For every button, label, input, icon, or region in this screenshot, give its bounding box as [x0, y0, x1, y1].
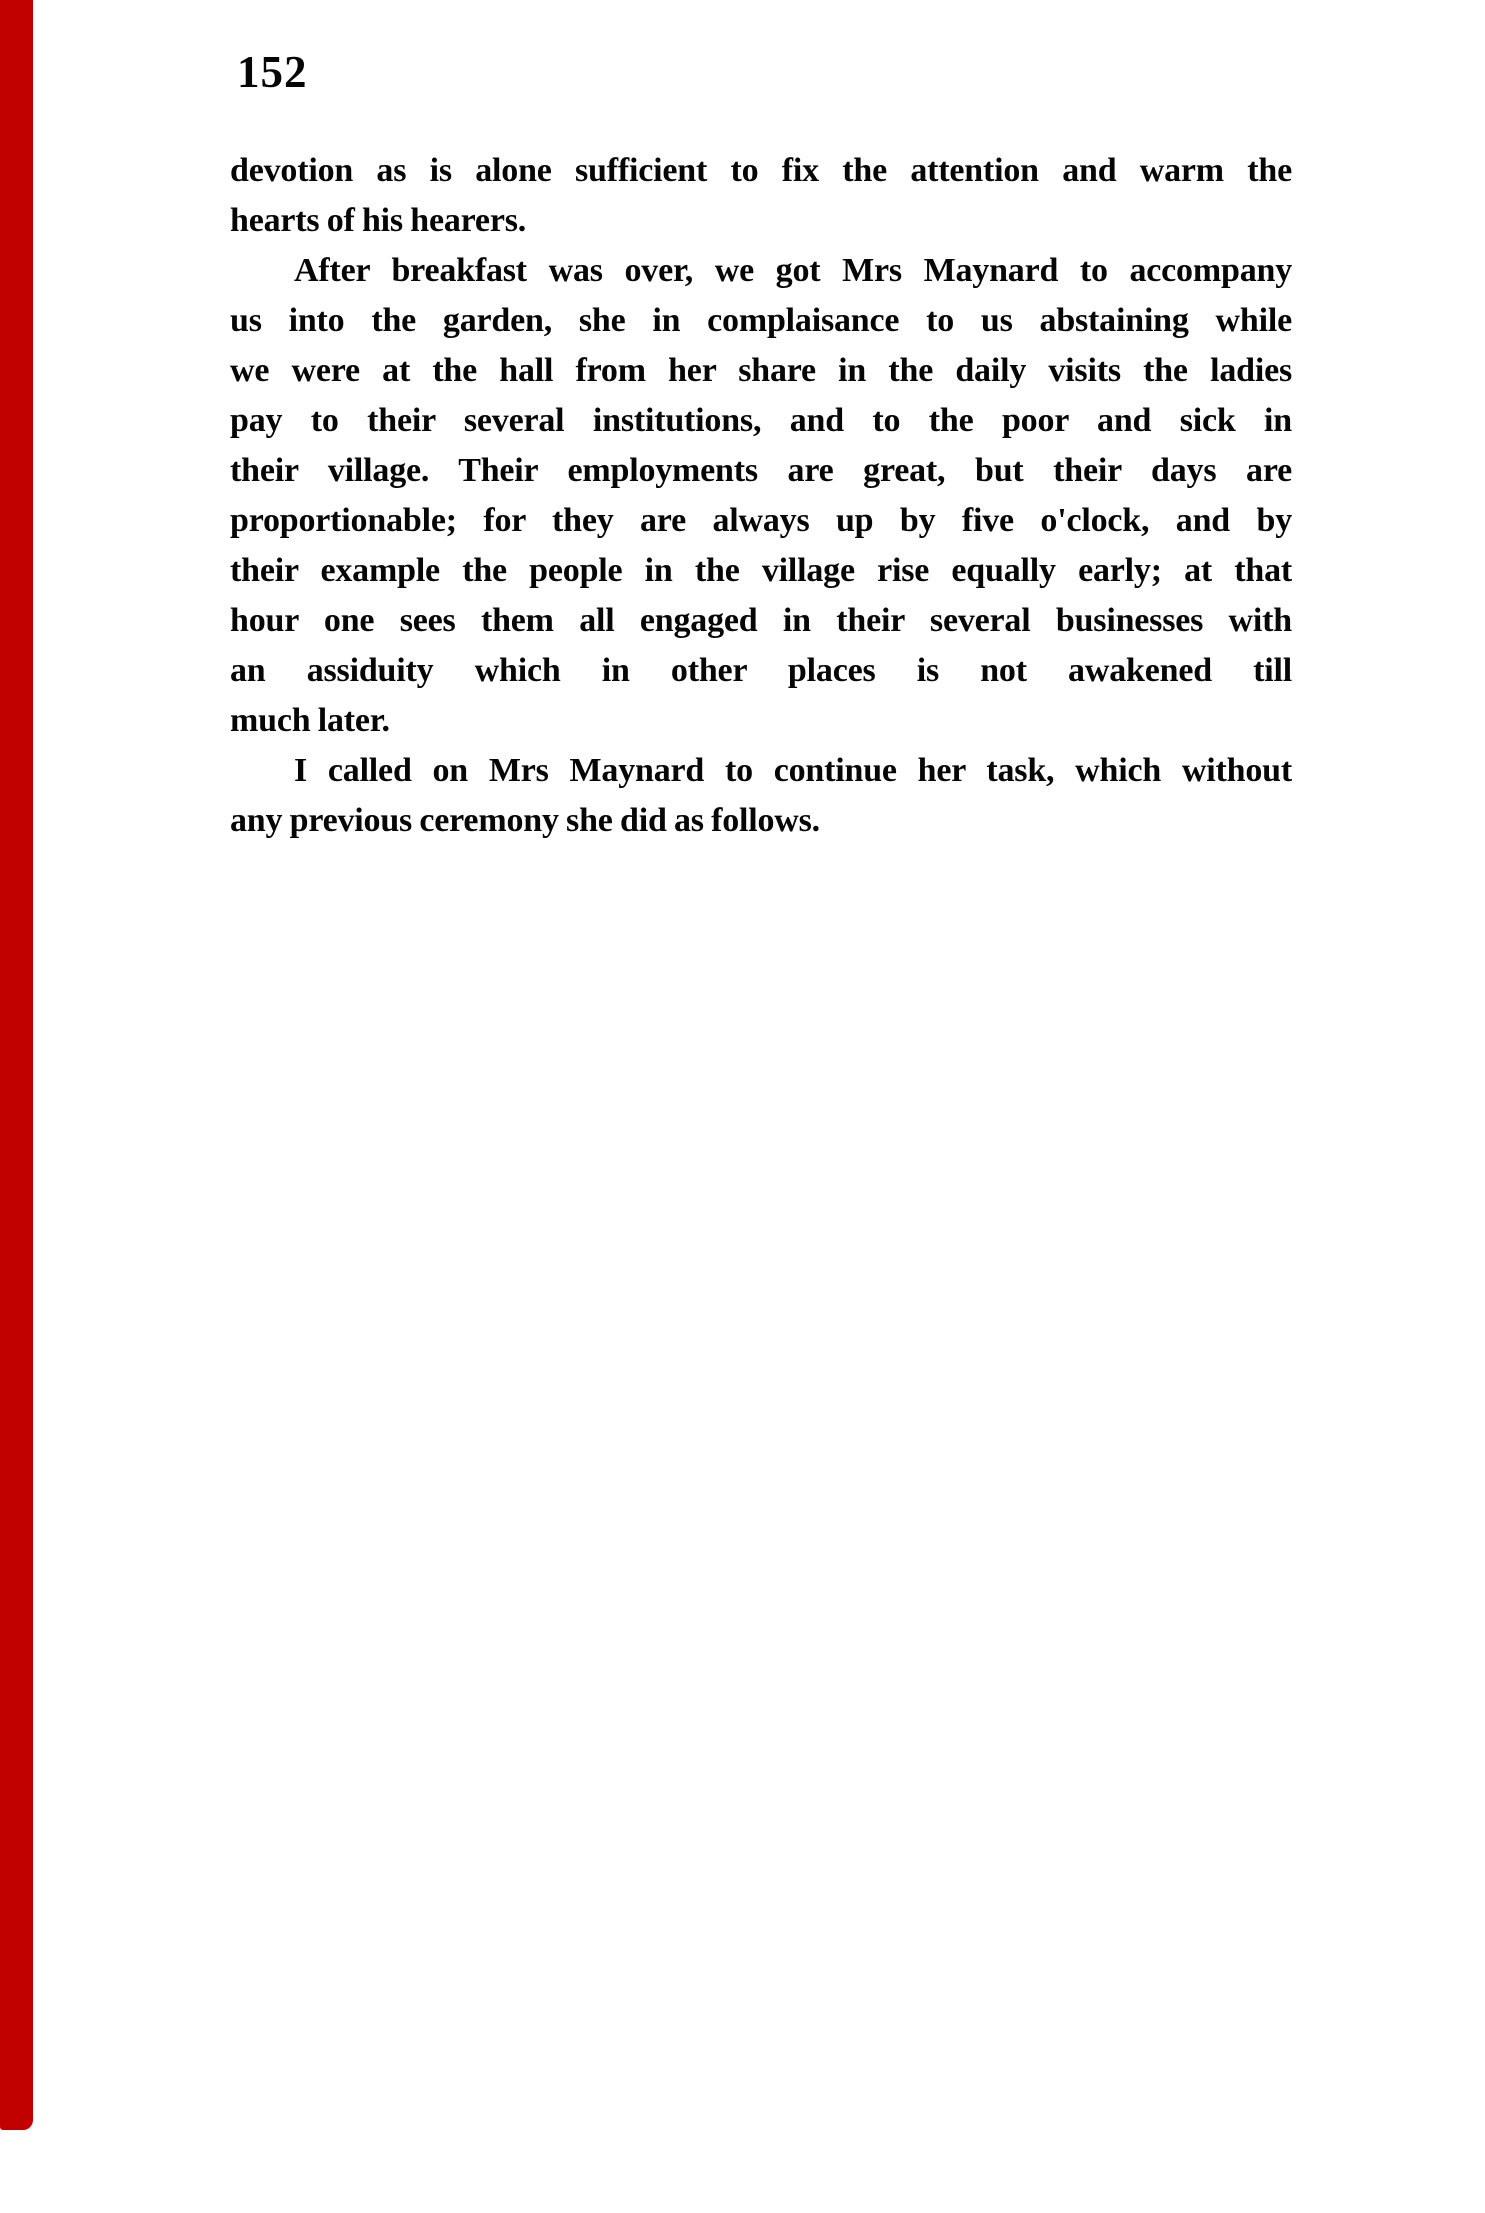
- text-line: their village. Their employments are great, but their days are: [230, 452, 1292, 489]
- text-line: hearts of his hearers.: [230, 202, 527, 239]
- paragraph: [230, 246, 1292, 746]
- paragraph: [230, 746, 1292, 846]
- text-line: I called on Mrs Maynard to continue her task, which without: [294, 752, 1292, 789]
- text-line: an assiduity which in other places is not awakened till: [230, 652, 1292, 689]
- text-line: their example the people in the village rise equally early; at that: [230, 552, 1292, 589]
- text-line: any previous ceremony she did as follows.: [230, 802, 820, 839]
- text-line: After breakfast was over, we got Mrs Maynard to accompany: [294, 252, 1292, 289]
- page-text: [230, 146, 1292, 846]
- text-line: hour one sees them all engaged in their several businesses with: [230, 602, 1292, 639]
- book-spine-strip: [0, 0, 33, 2130]
- text-line: we were at the hall from her share in the daily visits the ladies: [230, 352, 1292, 389]
- text-line: proportionable; for they are always up by five o'clock, and by: [230, 502, 1292, 539]
- text-line: devotion as is alone sufficient to fix the attention and warm the: [230, 152, 1292, 189]
- text-line: pay to their several institutions, and to the poor and sick in: [230, 402, 1292, 439]
- page-number: 152: [237, 47, 308, 97]
- text-line: much later.: [230, 702, 390, 739]
- paragraph: [230, 146, 1292, 246]
- text-line: us into the garden, she in complaisance to us abstaining while: [230, 302, 1292, 339]
